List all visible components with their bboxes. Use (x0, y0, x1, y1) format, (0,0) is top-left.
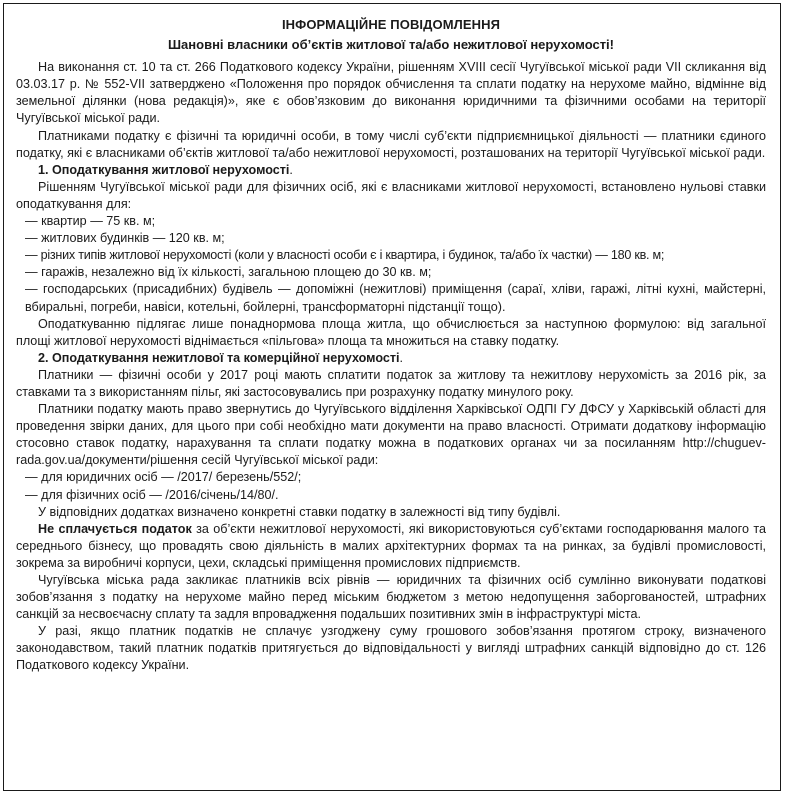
list-item: — для фізичних осіб — /2016/січень/14/80/. (25, 487, 279, 502)
payers-paragraph: Платниками податку є фізичні та юридичні особи, в тому числі суб’єкти підприємницької діяльності — платники єдиного податку, які є власниками об’єктів житлової та/або нежитлової нерухомості, розташованих на території Чугуївської міської ради. (16, 128, 766, 160)
penalty-paragraph: У разі, якщо платник податків не сплачує узгоджену суму грошового зобов’язання протягом строку, визначеного законодавством, такий платник податків притягується до відповідальності у вигляді штрафних санкцій відповідно до ст. 126 Податкового кодексу України. (16, 624, 766, 673)
section2-heading: 2. Оподаткування нежитлової та комерційної нерухомості (38, 350, 400, 365)
section1-text: Рішенням Чугуївської міської ради для фізичних осіб, які є власниками житлової нерухомості, встановлено нульові ставки оподаткування для: (16, 179, 766, 211)
section2-text3: У відповідних додатках визначено конкретні ставки податку в залежності від типу будівлі. (38, 504, 561, 519)
section1-heading: 1. Оподаткування житлової нерухомості (38, 162, 290, 177)
exempt-bold: Не сплачується податок (38, 521, 192, 536)
list-item: — гаражів, незалежно від їх кількості, загальною площею до 30 кв. м; (25, 265, 432, 280)
notice-frame (3, 3, 781, 791)
list-item: — квартир — 75 кв. м; (25, 214, 156, 229)
notice-title: ІНФОРМАЦІЙНЕ ПОВІДОМЛЕННЯ (281, 17, 501, 32)
appeal-paragraph: Чугуївська міська рада закликає платників всіх рівнів — юридичних та фізичних осіб сумлінно виконувати податкові зобов’язання з податку на нерухоме майно перед міським бюджетом з метою недопущення заборгованостей, штрафних санкцій за несвоєчасну сплату та задля впровадження подальших позитивних змін в інфраструктурі міста. (16, 573, 766, 622)
intro-paragraph: На виконання ст. 10 та ст. 266 Податкового кодексу України, рішенням XVIII сесії Чугуївської міської ради VII скликання від 03.03.17 р. № 552-VII затверджено «Положення про порядок обчислення та сплати податку на нерухоме майно, відмінне від земельної ділянки (нова редакція)», яке є обов’язковим до виконання юридичними та фізичними особами на території Чугуївської міської ради. (16, 60, 766, 126)
list-item: — для юридичних осіб — /2017/ березень/552/; (25, 470, 302, 485)
list-item: — різних типів житлової нерухомості (коли у власності особи є і квартира, і будинок, та/або їх частки) — 180 кв. м; (25, 248, 665, 263)
list-item: — житлових будинків — 120 кв. м; (25, 231, 225, 246)
notice-subtitle: Шановні власники об’єктів житлової та/або нежитлової нерухомості! (167, 37, 615, 53)
section2-text1: Платники — фізичні особи у 2017 році мають сплатити податок за житлову та нежитлову нерухомість за 2016 рік, за ставками та з використанням пільг, які застосовувались при розрахунку податку минулого року. (16, 367, 766, 399)
section2-text2: Платники податку мають право звернутись до Чугуївського відділення Харківської ОДПІ ГУ ДФСУ у Харківській області для проведення звірки даних, для цього при собі необхідно мати документи на право власності. Отримати додаткову інформацію стосовно ставок податку, нарахування та сплати податку можна в податкових органах чи за посиланням http://chuguev-rada.gov.ua/документи/рішення сесій Чугуївської міської ради: (16, 402, 766, 468)
section2-heading-line: 2. Оподаткування нежитлової та комерційної нерухомості. (38, 350, 404, 365)
exempt-paragraph (16, 521, 766, 572)
section1-footer: Оподаткуванню підлягає лише понаднормова площа житла, що обчислюється за наступною формулою: від загальної площі житлової нерухомості віднімається «пільгова» площа та множиться на ставку податку. (16, 316, 766, 348)
exempt-text: за об’єкти нежитлової нерухомості, які використовуються суб’єктами господарювання малого та середнього бізнесу, що провадять свою діяльність в малих архітектурних формах та на ринках, за будівлі промисловості, зокрема за виробничі корпуси, цехи, складські приміщення промислових підприємств. (16, 521, 766, 570)
section1-heading-line: 1. Оподаткування житлової нерухомості. (38, 162, 293, 177)
list-item: — господарських (присадибних) будівель — допоміжні (нежитлові) приміщення (сараї, хліви, гаражі, літні кухні, майстерні, вбиральні, погреби, навіси, котельні, бойлерні, трансформаторні підстанції тощо). (25, 282, 766, 314)
